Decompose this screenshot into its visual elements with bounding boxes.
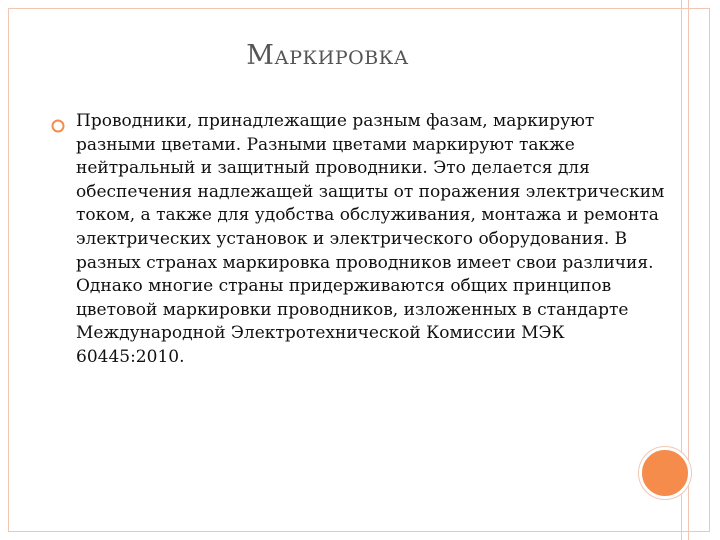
right-rule-outer bbox=[688, 0, 689, 540]
ring-bullet-icon bbox=[50, 118, 66, 134]
bullet-paragraph: Проводники, принадлежащие разным фазам, маркируют разными цветами. Разными цветами маркируют также нейтральный и защитный проводники. Это делается для обеспечения надлежащей защиты от поражения электрическим током, а также для удобства обслуживания, монтажа и ремонта электрических установок и электрического оборудования. В разных странах маркировка проводников имеет свои различия. Однако многие страны придерживаются общих принципов цветовой маркировки проводников, изложенных в стандарте Международной Электротехнической Комиссии МЭК 60445:2010. bbox=[76, 111, 665, 367]
slide-title: Маркировка bbox=[246, 40, 409, 71]
decorative-circle bbox=[639, 447, 691, 499]
